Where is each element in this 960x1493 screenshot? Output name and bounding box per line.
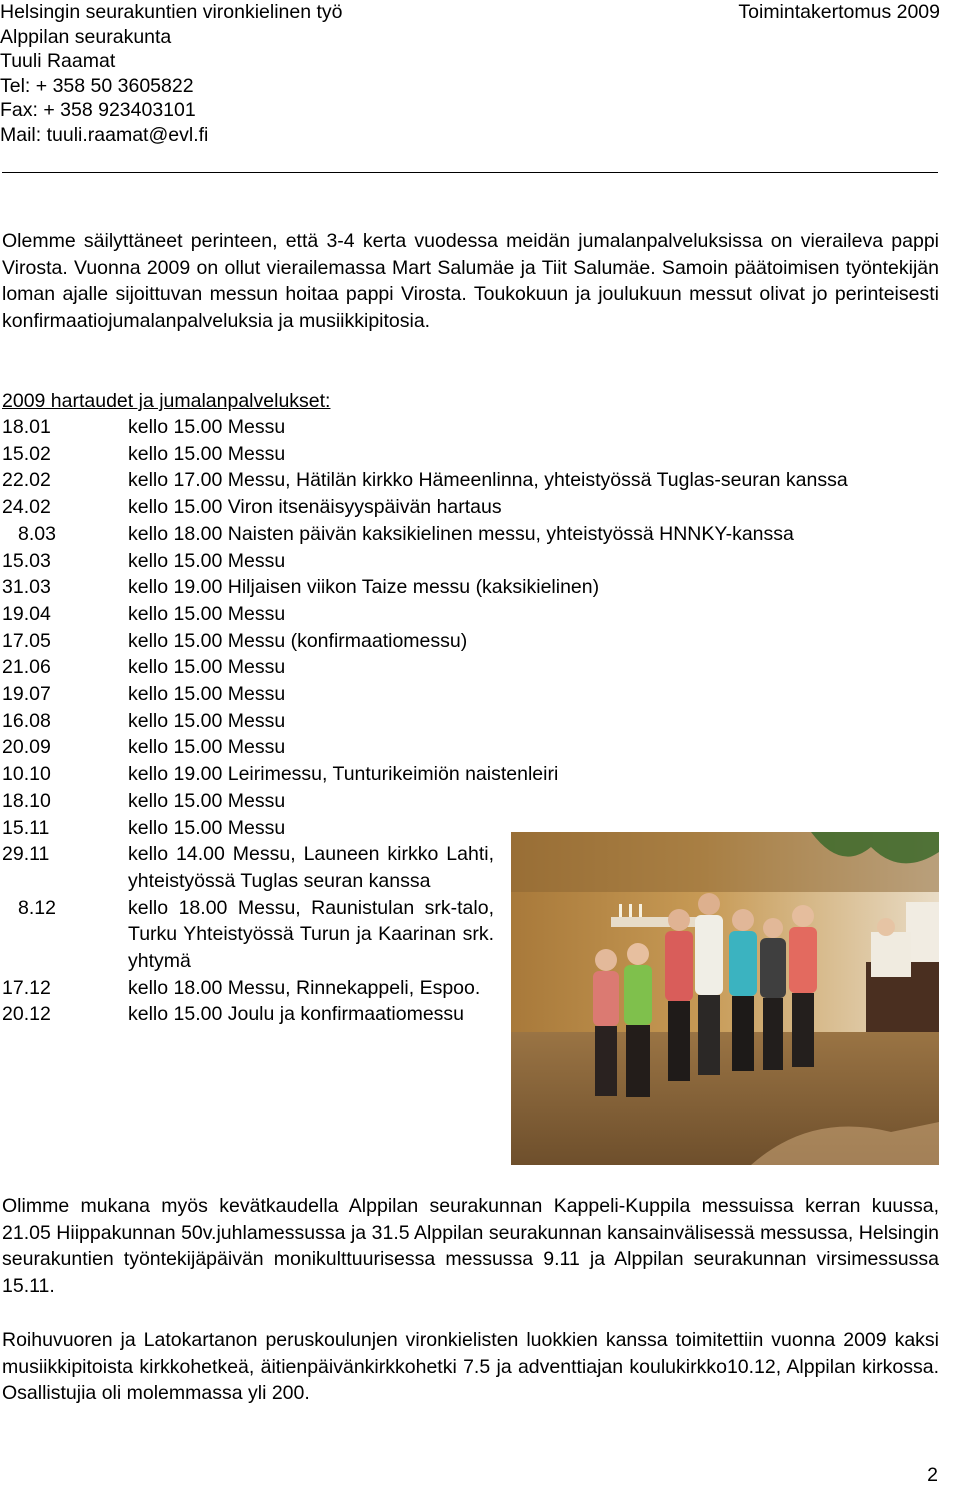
schedule-text: kello 19.00 Leirimessu, Tunturikeimiön naistenleiri [128, 763, 559, 786]
schedule-text: kello 18.00 Messu, Rinnekappeli, Espoo. [128, 976, 481, 999]
header-report-title: Toimintakertomus 2009 [738, 1, 940, 23]
schedule-text: kello 15.00 Messu (konfirmaatiomessu) [128, 629, 468, 652]
header-name: Tuuli Raamat [0, 50, 116, 72]
schedule-item [0, 734, 940, 761]
schedule-text: kello 15.00 Messu [128, 709, 286, 732]
schedule-item [0, 494, 940, 521]
schedule-date: 19.07 [2, 683, 51, 706]
schedule-date: 22.02 [2, 469, 51, 492]
schedule-date: 18.01 [2, 416, 51, 438]
schedule-item [0, 761, 940, 788]
schedule-text: kello 15.00 Messu [128, 656, 286, 679]
participation-paragraph: Olimme mukana myös kevätkaudella Alppilan seurakunnan Kappeli-Kuppila messuissa kerran kuussa, 21.05 Hiippakunnan 50v.juhlamessussa ja 31.5 Alppilan seurakunnan kansainvälisessä messussa, Helsingin seurakuntien työntekijäpäivän monikulttuurisessa messussa 9.11 ja Alppilan seurakunnan virsimessussa 15.11. [2, 1195, 939, 1298]
schedule-text: kello 15.00 Messu [128, 416, 286, 438]
schedule-item [0, 628, 940, 655]
schedule-date: 17.05 [2, 629, 51, 652]
intro-paragraph: Olemme säilyttäneet perinteen, että 3-4 kerta vuodessa meidän jumalanpalveluksissa on vieraileva pappi Virosta. Vuonna 2009 on ollut vierailemassa Mart Salumäe ja Tiit Salumäe. Samoin päätoimisen työntekijän loman ajalle sijoittuvan messun hoitaa pappi Virosta. Toukokuun ja joulukuun messut olivat jo perinteisesti konfirmaatiojumalanpalveluksia ja musiikkipitosia. [2, 230, 939, 333]
schedule-date: 19.04 [2, 602, 51, 625]
schedule-date: 10.10 [2, 763, 51, 786]
schedule-date: 31.03 [2, 576, 51, 599]
schedule-date: 17.12 [2, 976, 51, 999]
schedule-date: 20.12 [2, 1003, 51, 1026]
schedule-date: 15.02 [2, 442, 51, 465]
schedule-item [0, 441, 940, 468]
schedule-date: 8.12 [18, 896, 56, 919]
schedule-item [0, 521, 940, 548]
page-header [0, 0, 940, 147]
header-divider [2, 172, 938, 173]
schedule-heading: 2009 hartaudet ja jumalanpalvelukset: [2, 390, 331, 412]
schedule-text: kello 15.00 Messu [128, 683, 286, 706]
schedule-item [0, 548, 940, 575]
schedule-text: kello 15.00 Messu [128, 602, 286, 625]
schedule-item [0, 708, 940, 735]
schedule-text: kello 15.00 Messu [128, 789, 286, 812]
schedule-item [0, 414, 940, 441]
schedule-date: 24.02 [2, 496, 51, 519]
schedule-text: kello 15.00 Viron itsenäisyyspäivän hartaus [128, 496, 502, 519]
schedule-text: kello 15.00 Joulu ja konfirmaatiomessu [128, 1003, 465, 1026]
schedule-text: kello 19.00 Hiljaisen viikon Taize messu (kaksikielinen) [128, 576, 600, 599]
schedule-item [0, 467, 940, 494]
schedule-item [0, 654, 940, 681]
choir-photo [511, 832, 939, 1165]
schedule-text: kello 14.00 Messu, Launeen kirkko Lahti, yhteistyössä Tuglas seuran kanssa [128, 843, 494, 892]
schedule-text: kello 17.00 Messu, Hätilän kirkko Hämeenlinna, yhteistyössä Tuglas-seuran kanssa [128, 469, 848, 492]
schedule-text: kello 15.00 Messu [128, 736, 286, 759]
school-paragraph: Roihuvuoren ja Latokartanon peruskoulunjen vironkielisten luokkien kanssa toimitettiin vuonna 2009 kaksi musiikkipitoista kirkkohetkeä, äitienpäivänkirkkohetki 7.5 ja adventtiajan koulukirkko10.12, Alppilan kirkossa. Osallistujia oli molemmassa yli 200. [2, 1329, 939, 1405]
header-tel: Tel: + 358 50 3605822 [0, 74, 194, 97]
schedule-date: 18.10 [2, 789, 51, 812]
schedule-date: 15.03 [2, 549, 51, 572]
header-org: Helsingin seurakuntien vironkielinen työ [0, 1, 343, 23]
schedule-text: kello 15.00 Messu [128, 549, 286, 572]
schedule-item [0, 574, 940, 601]
schedule-date: 21.06 [2, 656, 51, 679]
schedule-date: 20.09 [2, 736, 51, 759]
schedule-text: kello 18.00 Naisten päivän kaksikielinen messu, yhteistyössä HNNKY-kanssa [128, 522, 794, 545]
header-fax: Fax: + 358 923403101 [0, 99, 196, 121]
schedule-item [0, 601, 940, 628]
schedule-date: 29.11 [2, 843, 50, 866]
header-parish: Alppilan seurakunta [0, 25, 172, 48]
schedule-date: 8.03 [18, 522, 56, 545]
schedule-text: kello 15.00 Messu [128, 816, 286, 839]
schedule-item [0, 788, 940, 815]
schedule-text: kello 15.00 Messu [128, 442, 286, 465]
page-number: 2 [927, 1464, 938, 1486]
schedule-date: 16.08 [2, 709, 51, 732]
schedule-item [0, 681, 940, 708]
header-mail: Mail: tuuli.raamat@evl.fi [0, 123, 209, 146]
schedule-date: 15.11 [2, 816, 50, 839]
schedule-text: kello 18.00 Messu, Raunistulan srk-talo, Turku Yhteistyössä Turun ja Kaarinan srk. yhtymä [128, 896, 494, 973]
